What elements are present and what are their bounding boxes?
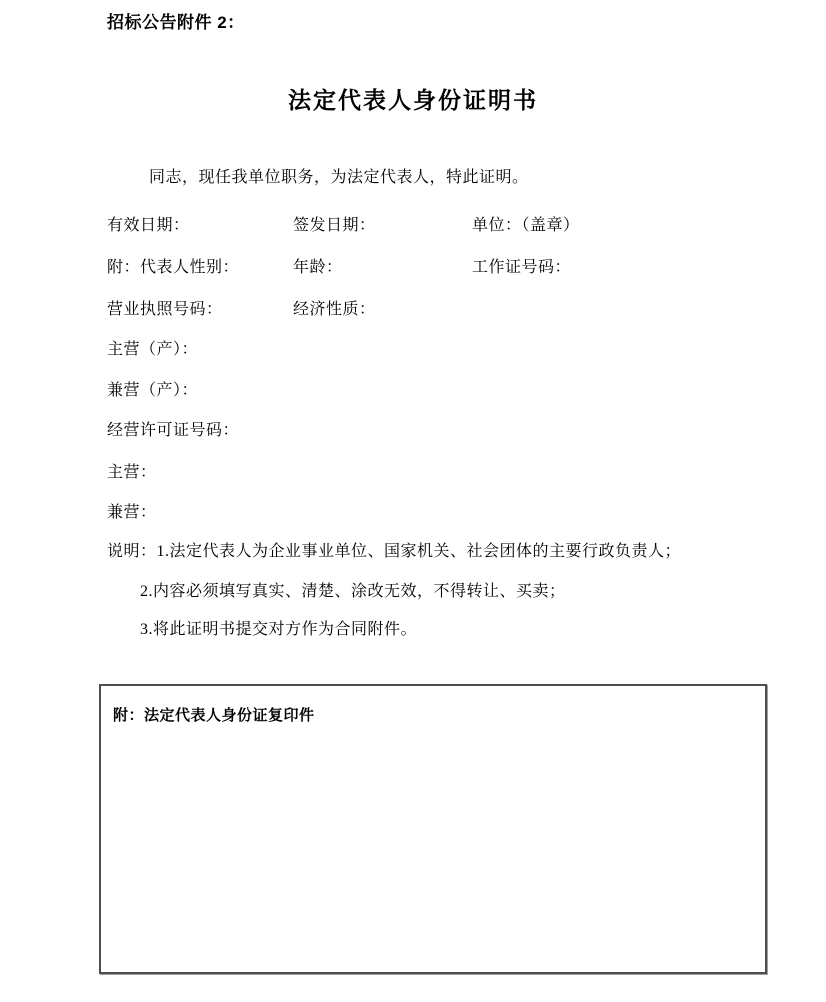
- field-row-dates: [0, 215, 826, 237]
- field-row-license: [0, 299, 826, 321]
- field-issue-date: 签发日期：: [293, 217, 376, 234]
- notes-row-2: [0, 581, 826, 603]
- intro-row: [0, 167, 826, 189]
- field-work-id-no: 工作证号码：: [472, 259, 572, 276]
- field-valid-date: 有效日期：: [107, 217, 190, 234]
- field-business-license-no: 营业执照号码：: [107, 301, 223, 318]
- page-title: 法定代表人身份证明书: [288, 87, 538, 113]
- field-main-business-prod: 主营（产）：: [107, 341, 199, 358]
- field-side-business: 兼营：: [107, 504, 157, 521]
- field-row-main: [0, 462, 826, 484]
- field-economic-nature: 经济性质：: [293, 301, 376, 318]
- note-line-2: 2.内容必须填写真实、清楚、涂改无效，不得转让、买卖；: [140, 583, 566, 600]
- attachment-box: [99, 684, 767, 974]
- field-age: 年龄：: [293, 259, 343, 276]
- field-row-side-prod: [0, 380, 826, 402]
- field-side-business-prod: 兼营（产）：: [107, 382, 199, 399]
- field-row-permit: [0, 420, 826, 442]
- field-rep-gender: 附：代表人性别：: [107, 259, 240, 276]
- notes-row-1: [0, 541, 826, 563]
- field-row-main-prod: [0, 339, 826, 361]
- field-main-business: 主营：: [107, 464, 157, 481]
- intro-paragraph: 同志，现任我单位职务，为法定代表人，特此证明。: [149, 169, 529, 186]
- attachment-box-label: 附：法定代表人身份证复印件: [113, 707, 315, 724]
- field-business-permit-no: 经营许可证号码：: [107, 422, 240, 439]
- field-row-side: [0, 502, 826, 524]
- notes-row-3: [0, 619, 826, 641]
- note-line-3: 3.将此证明书提交对方作为合同附件。: [140, 621, 418, 638]
- field-unit-seal: 单位：（盖章）: [472, 217, 580, 234]
- note-line-1: 说明：1.法定代表人为企业事业单位、国家机关、社会团体的主要行政负责人；: [107, 543, 682, 560]
- attachment-label: 招标公告附件 2：: [107, 13, 245, 32]
- field-row-rep-info: [0, 257, 826, 279]
